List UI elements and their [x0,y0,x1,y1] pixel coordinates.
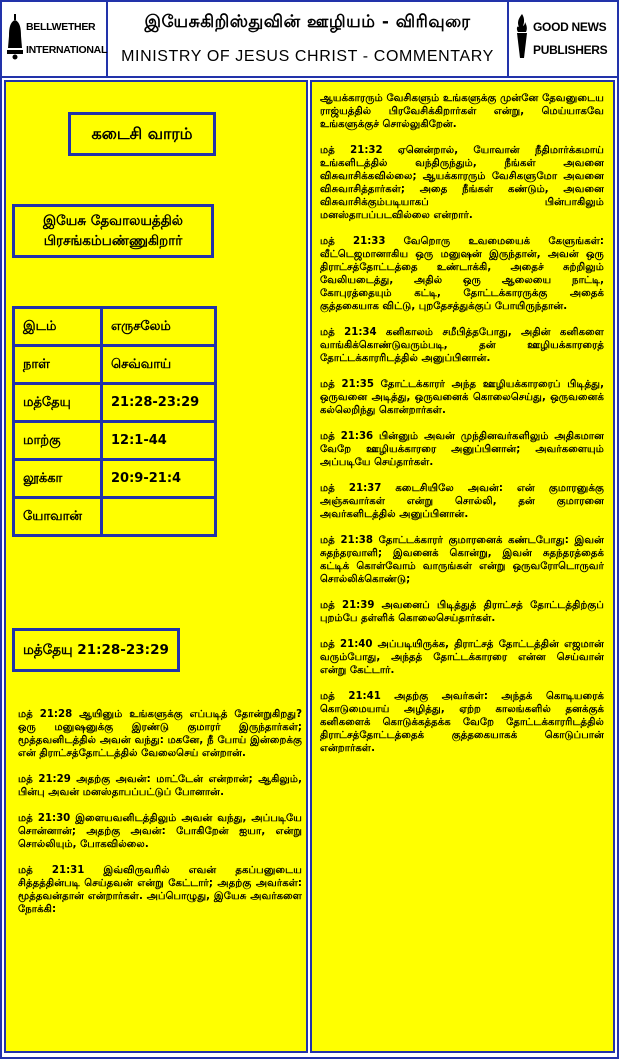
title-english: MINISTRY OF JESUS CHRIST - COMMENTARY [121,48,494,65]
verse-paragraph: மத் 21:35 தோட்டக்காரர் அந்த ஊழியக்காரரைப் பிடித்து, ஒருவனை அடித்து, ஒருவனைக் கொலைசெய்து, ஒருவனைக் கல்லெறிந்து கொன்றார்கள். [320,379,604,416]
left-verses [18,708,302,929]
logo-line-2: PUBLISHERS [533,43,608,57]
scripture-reference: மத்தேயு 21:28-23:29 [12,628,180,672]
table-row [14,346,216,384]
logo-line-2: INTERNATIONAL [26,44,108,56]
bellwether-logo [2,2,108,76]
verse-paragraph: மத் 21:30 இளையவனிடத்திலும் அவன் வந்து, அப்படியே சொன்னான்; அதற்கு அவன்: போகிறேன் ஐயா, என்று சொல்லியும், போகவில்லை. [18,813,302,850]
page-title [108,2,507,76]
row-key: மத்தேயு [14,384,102,422]
verse-paragraph: மத் 21:37 கடைசியிலே அவன்: என் குமாரனுக்கு அஞ்சுவார்கள் என்று சொல்லி, தன் குமாரனை அவர்களிடத்தில் அனுப்பினான். [320,483,604,520]
verse-paragraph: மத் 21:41 அதற்கு அவர்கள்: அந்தக் கொடியரைக் கொடுமையாய் அழித்து, ஏற்ற காலங்களில் தனக்குக் கனிகளைக் கொடுக்கத்தக்க வேறே தோட்டக்காரரிடத்தில் திராட்சத்தோட்டத்தைக் குத்தகையாகக் கொடுப்பான் என்றார்கள். [320,691,604,754]
verse-paragraph: மத் 21:28 ஆயினும் உங்களுக்கு எப்படித் தோன்றுகிறது? ஒரு மனுஷனுக்கு இரண்டு குமாரர் இருந்தார்கள்; மூத்தவனிடத்தில் அவன் வந்து: மகனே, நீ போய் இன்றைக்கு என் திராட்சத்தோட்டத்தில் வேலைசெய் என்றான். [18,709,302,759]
verse-paragraph: மத் 21:32 ஏனென்றால், யோவான் நீதிமார்க்கமாய் உங்களிடத்தில் வந்திருந்தும், நீங்கள் அவனை விசுவாசிக்கவில்லை; ஆயக்காரரும் வேசிகளுமோ அவனை விசுவாசித்தார்கள்; அதை நீங்கள் கண்டும், அவனை விசுவாசிக்கும்படியாகப் பின்பாகிலும் மனஸ்தாபப்படவில்லை என்றார். [320,145,604,221]
verse-paragraph: மத் 21:33 வேறொரு உவமையைக் கேளுங்கள்: வீட்டெஜமானாகிய ஒரு மனுஷன் இருந்தான், அவன் ஒரு திராட்சத்தோட்டத்தை உண்டாக்கி, அதைச் சுற்றிலும் வேலியடைத்து, அதில் ஒரு ஆலையை நாட்டி, கோபுரத்தையும் கட்டி, தோட்டக்காரருக்கு அதைக் குத்தகையாக விட்டு, புறதேசத்துக்குப் போயிருந்தான். [320,236,604,312]
logo-line-1: GOOD NEWS [533,20,607,34]
verse-paragraph: மத் 21:39 அவனைப் பிடித்துத் திராட்சத் தோட்டத்திற்குப் புறம்பே தள்ளிக் கொலைசெய்தார்கள். [320,600,604,624]
row-value: 21:28-23:29 [102,384,216,422]
row-value: எருசலேம் [102,308,216,346]
verse-paragraph: ஆயக்காரரும் வேசிகளும் உங்களுக்கு முன்னே தேவனுடைய ராஜ்யத்தில் பிரவேசிக்கிறார்கள் என்று, மெய்யாகவே உங்களுக்குச் சொல்லுகிறேன். [320,93,604,130]
table-row [14,498,216,536]
table-row [14,460,216,498]
verse-paragraph: மத் 21:36 பின்னும் அவன் முந்தினவர்களிலும் அதிகமான வேறே ஊழியக்காரரை அனுப்பினான்; அவர்களையும் அப்படியே செய்தார்கள். [320,431,604,468]
row-key: லூக்கா [14,460,102,498]
bell-icon [6,14,24,60]
row-key: யோவான் [14,498,102,536]
row-key: மாற்கு [14,422,102,460]
row-value: 20:9-21:4 [102,460,216,498]
info-table [12,306,217,537]
row-value: செவ்வாய் [102,346,216,384]
right-column [310,80,615,1053]
section-title: இயேசு தேவாலயத்தில் பிரசங்கம்பண்ணுகிறார் [12,204,214,258]
table-row [14,422,216,460]
header [2,2,613,76]
row-key: நாள் [14,346,102,384]
row-value [102,498,216,536]
verse-paragraph: மத் 21:38 தோட்டக்காரர் குமாரனைக் கண்டபோது: இவன் சுதந்தரவாளி; இவனைக் கொன்று, இவன் சுதந்தரத்தைக் கட்டிக் கொள்வோம் வாருங்கள் என்று ஒருவரோடொருவர் சொல்லிக்கொண்டு; [320,535,604,585]
table-row [14,308,216,346]
logo-line-1: BELLWETHER [26,21,96,33]
verse-paragraph: மத் 21:31 இவ்விருவரில் எவன் தகப்பனுடைய சித்தத்தின்படி செய்தவன் என்று கேட்டார்; அதற்கு அவர்கள்: மூத்தவன்தான் என்றார்கள். அப்பொழுது, இயேசு அவர்களை நோக்கி: [18,865,302,915]
verse-paragraph: மத் 21:34 கனிகாலம் சமீபித்தபோது, அதின் கனிகளை வாங்கிக்கொண்டுவரும்படி, தன் ஊழியக்காரரைத் தோட்டக்காரரிடத்தில் அனுப்பினான். [320,327,604,364]
row-key: இடம் [14,308,102,346]
good-news-logo [507,2,613,76]
torch-icon [513,14,531,60]
week-title: கடைசி வாரம் [68,112,216,156]
header-divider [2,76,617,78]
table-row [14,384,216,422]
right-verses [320,92,604,768]
row-value: 12:1-44 [102,422,216,460]
verse-paragraph: மத் 21:40 அப்படியிருக்க, திராட்சத் தோட்டத்தின் எஜமான் வரும்போது, அந்தத் தோட்டக்காரரை என்ன செய்வான் என்று கேட்டார். [320,639,604,676]
title-tamil: இயேசுகிறிஸ்துவின் ஊழியம் - விரிவுரை [144,12,471,32]
verse-paragraph: மத் 21:29 அதற்கு அவன்: மாட்டேன் என்றான்; ஆகிலும், பின்பு அவன் மனஸ்தாபப்பட்டுப் போனான். [18,774,302,798]
left-column [4,80,308,1053]
